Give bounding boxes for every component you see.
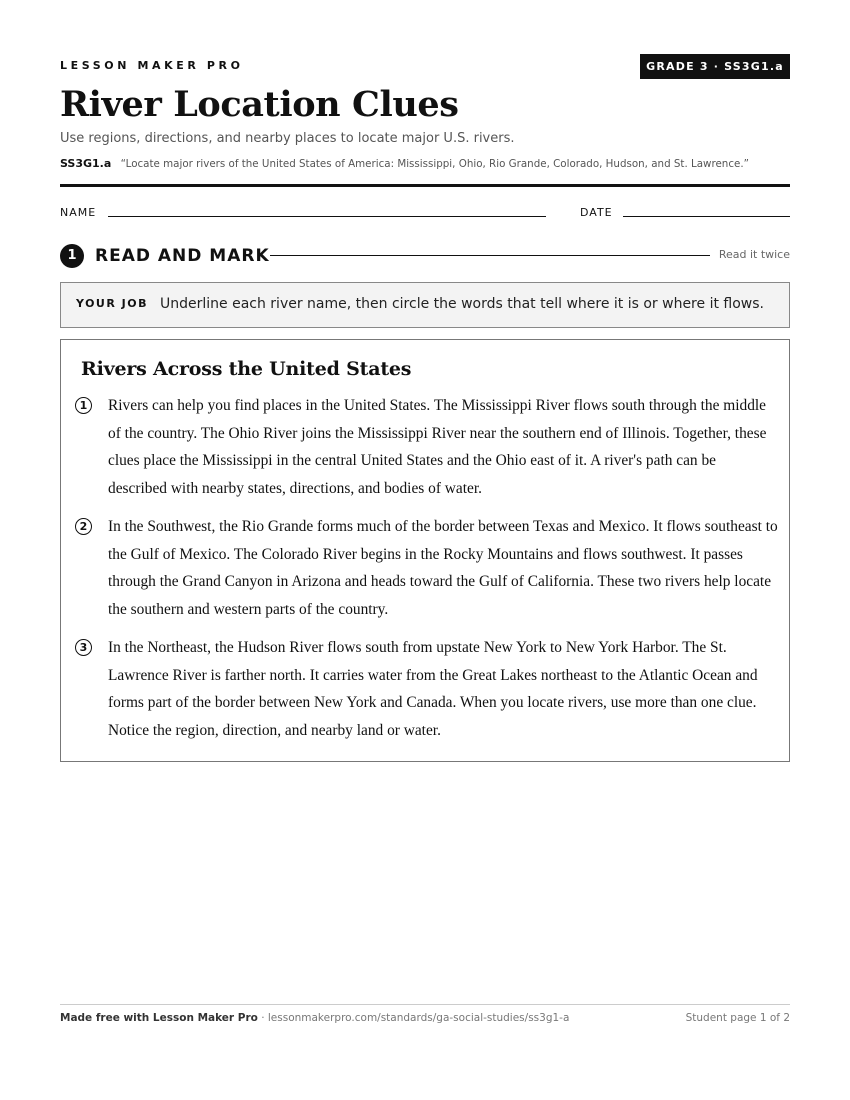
grade-badge: GRADE 3 · SS3G1.a — [640, 54, 790, 79]
paragraph-3: In the Northeast, the Hudson River flows south from upstate New York to New York Harbor. The St. Lawrence River is farther north. It carries water from the Great Lakes northeast to the Atlantic Ocean and forms part of the border between New York and Canada. When you locate rivers, use more than one clue. Notice the region, direction, and nearby land or water. — [108, 639, 758, 739]
page-subtitle: Use regions, directions, and nearby places to locate major U.S. rivers. — [60, 131, 515, 146]
standard-quote: “Locate major rivers of the United States of America: Mississippi, Ohio, Rio Grande, Colorado, Hudson, and St. Lawrence.” — [120, 158, 749, 170]
name-label: NAME — [60, 206, 97, 219]
section-note: Read it twice — [718, 248, 790, 261]
footer-page-number: Student page 1 of 2 — [685, 1012, 790, 1024]
section-title: READ AND MARK — [95, 246, 270, 266]
job-instructions-box — [60, 282, 790, 328]
page-title: River Location Clues — [60, 84, 459, 125]
standard-code: SS3G1.a — [60, 157, 112, 170]
paragraph-1: Rivers can help you find places in the United States. The Mississippi River flows south through the middle of the country. The Ohio River joins the Mississippi River near the southern end of Illinois. Together, these clues place the Mississippi in the central United States and the Ohio east of it. A river's path can be described with nearby states, directions, and bodies of water. — [108, 397, 767, 497]
paragraph-2: In the Southwest, the Rio Grande forms much of the border between Texas and Mexico. It flows southeast to the Gulf of Mexico. The Colorado River begins in the Rocky Mountains and flows southwest. It passes through the Grand Canyon in Arizona and heads toward the Gulf of California. These two rivers help locate the southern and western parts of the country. — [108, 518, 778, 618]
paragraph-number-2: 2 — [75, 518, 92, 535]
reading-title: Rivers Across the United States — [81, 358, 412, 380]
reading-passage-box — [60, 339, 790, 762]
section-divider — [270, 255, 710, 256]
job-label: YOUR JOB — [76, 297, 148, 310]
header-divider — [60, 184, 790, 187]
paragraph-number-1: 1 — [75, 397, 92, 414]
standard-line — [60, 157, 790, 170]
date-label: DATE — [580, 206, 613, 219]
worksheet-page — [60, 0, 790, 1100]
paragraph-number-3: 3 — [75, 639, 92, 656]
footer-credit — [60, 1012, 569, 1024]
section-number-badge: 1 — [60, 244, 84, 268]
footer-url[interactable]: · lessonmakerpro.com/standards/ga-social-studies/ss3g1-a — [257, 1012, 570, 1024]
date-field[interactable] — [623, 216, 790, 217]
footer-divider — [60, 1004, 790, 1005]
job-text: Underline each river name, then circle the words that tell where it is or where it flows. — [160, 296, 764, 312]
section-header — [60, 243, 790, 267]
name-field[interactable] — [108, 216, 546, 217]
brand-name: LESSON MAKER PRO — [60, 59, 244, 72]
footer-brand: Made free with Lesson Maker Pro — [60, 1012, 258, 1024]
